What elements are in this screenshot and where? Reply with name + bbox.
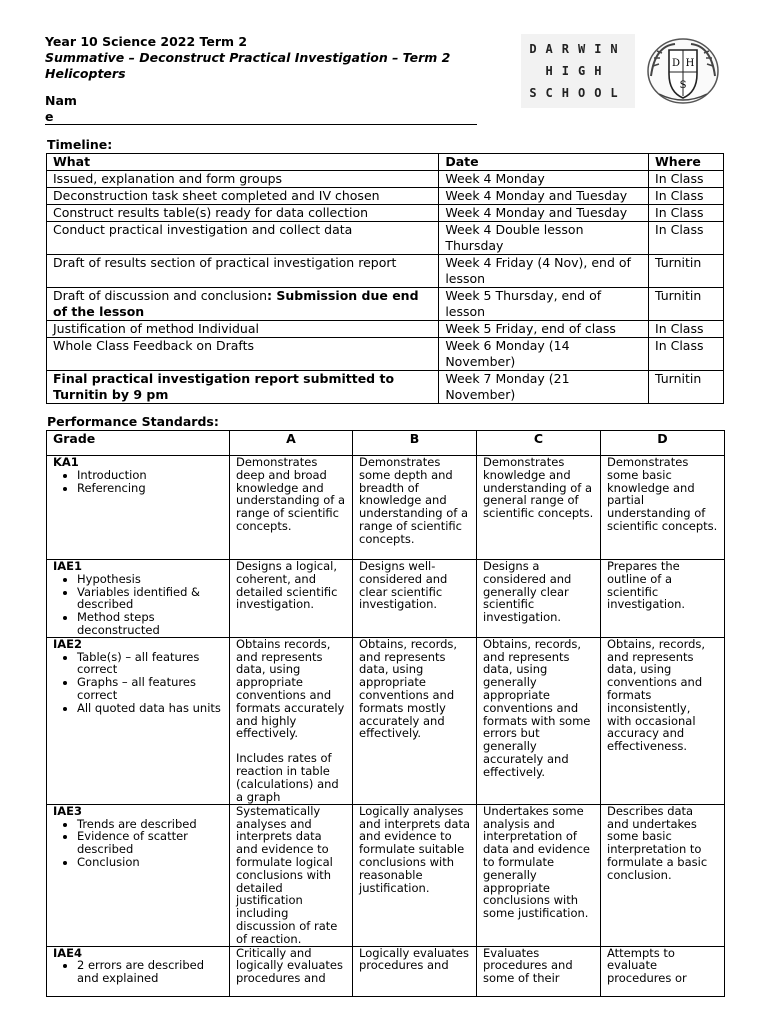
list-item: • Variables identified & described	[77, 586, 223, 612]
what-cell: Construct results table(s) ready for data collection	[47, 205, 439, 222]
date-cell: Week 4 Double lesson Thursday	[439, 222, 649, 255]
where-cell: In Class	[649, 338, 724, 371]
logo-row-1: DARWIN	[529, 42, 627, 56]
list-item: • All quoted data has units	[77, 702, 223, 715]
performance-title: Performance Standards:	[47, 414, 219, 429]
list-item: • Trends are described	[77, 818, 223, 831]
list-item: • Method steps deconstructed	[77, 611, 223, 637]
task-subtitle: Helicopters	[45, 66, 126, 81]
where-cell: Turnitin	[649, 371, 724, 404]
what-cell: Draft of discussion and conclusion: Submission due end of the lesson	[47, 288, 439, 321]
performance-standards-table	[46, 430, 725, 997]
grade-b-cell: Designs well-considered and clear scientific investigation.	[353, 560, 477, 638]
table-row	[47, 188, 724, 205]
table-row	[47, 560, 725, 638]
what-cell: Conduct practical investigation and collect data	[47, 222, 439, 255]
what-cell: Final practical investigation report submitted to Turnitin by 9 pm	[47, 371, 439, 404]
criterion-cell	[47, 560, 230, 638]
what-cell: Deconstruction task sheet completed and IV chosen	[47, 188, 439, 205]
school-logo	[521, 34, 723, 108]
grade-c-cell: Obtains, records, and represents data, using generally appropriate conventions and formats with some errors but generally accurately and effectively.	[477, 637, 601, 804]
grade-d-cell: Obtains, records, and represents data, using conventions and formats inconsistently, with occasional accuracy and effectiveness.	[601, 637, 725, 804]
list-item: • Referencing	[77, 482, 223, 495]
header-b: B	[353, 431, 477, 456]
performance-header-row	[47, 431, 725, 456]
logo-row-2: HIGH	[545, 64, 611, 78]
where-cell: Turnitin	[649, 288, 724, 321]
list-item: • Table(s) – all features correct	[77, 651, 223, 677]
what-cell: Issued, explanation and form groups	[47, 171, 439, 188]
criterion-list	[53, 818, 223, 869]
list-item: • Introduction	[77, 469, 223, 482]
table-row	[47, 222, 724, 255]
criterion-cell	[47, 946, 230, 996]
name-label: Name	[45, 93, 77, 124]
table-row	[47, 288, 724, 321]
where-cell: In Class	[649, 188, 724, 205]
grade-c-cell: Undertakes some analysis and interpretation of data and evidence to formulate generally appropriate conclusions with some justification.	[477, 804, 601, 946]
grade-c-cell: Demonstrates knowledge and understanding of a general range of scientific concepts.	[477, 456, 601, 560]
task-title: Summative – Deconstruct Practical Investigation – Term 2	[45, 50, 451, 65]
criterion-cell	[47, 804, 230, 946]
grade-a-text: Obtains records, and represents data, using appropriate conventions and formats accurately and highly effectively.	[236, 636, 345, 741]
date-cell: Week 4 Friday (4 Nov), end of lesson	[439, 255, 649, 288]
header-c: C	[477, 431, 601, 456]
grade-a-cell	[230, 637, 353, 804]
grade-a-extra: Includes rates of reaction in table (calculations) and a graph	[236, 751, 339, 804]
date-cell: Week 4 Monday and Tuesday	[439, 188, 649, 205]
criterion-code: IAE4	[53, 945, 83, 960]
course-title: Year 10 Science 2022 Term 2	[45, 34, 248, 49]
grade-c-cell: Designs a considered and generally clear scientific investigation.	[477, 560, 601, 638]
name-field	[45, 93, 85, 125]
table-row	[47, 321, 724, 338]
criterion-list	[53, 651, 223, 715]
timeline-title: Timeline:	[47, 137, 113, 152]
date-cell: Week 6 Monday (14 November)	[439, 338, 649, 371]
where-cell: In Class	[649, 171, 724, 188]
header-a: A	[230, 431, 353, 456]
date-cell: Week 5 Friday, end of class	[439, 321, 649, 338]
table-row	[47, 804, 725, 946]
where-cell: In Class	[649, 222, 724, 255]
date-cell: Week 4 Monday	[439, 171, 649, 188]
criterion-code: IAE2	[53, 636, 83, 651]
where-cell: In Class	[649, 321, 724, 338]
table-row	[47, 456, 725, 560]
criterion-list	[53, 959, 223, 985]
header-what: What	[47, 154, 439, 171]
criterion-list	[53, 469, 223, 495]
grade-b-cell: Obtains, records, and represents data, using appropriate conventions and formats mostly accurately and effectively.	[353, 637, 477, 804]
list-item: • Conclusion	[77, 856, 223, 869]
criterion-cell	[47, 456, 230, 560]
grade-a-cell: Critically and logically evaluates procedures and	[230, 946, 353, 996]
table-row	[47, 171, 724, 188]
list-item: • 2 errors are described and explained	[77, 959, 223, 985]
table-row	[47, 637, 725, 804]
criterion-code: IAE1	[53, 559, 83, 573]
name-input-line[interactable]	[45, 124, 477, 125]
grade-c-cell: Evaluates procedures and some of their	[477, 946, 601, 996]
header-grade: Grade	[47, 431, 230, 456]
table-row	[47, 338, 724, 371]
table-row	[47, 205, 724, 222]
crest-letter-d: D	[671, 58, 681, 69]
list-item: • Graphs – all features correct	[77, 676, 223, 702]
header-where: Where	[649, 154, 724, 171]
list-item: • Evidence of scatter described	[77, 830, 223, 856]
criterion-code: IAE3	[53, 803, 83, 818]
crest-letter-s: S	[679, 80, 687, 91]
school-crest-icon	[645, 36, 721, 106]
table-row	[47, 371, 724, 404]
date-cell: Week 4 Monday and Tuesday	[439, 205, 649, 222]
grade-d-cell: Describes data and undertakes some basic interpretation to formulate a basic conclusion.	[601, 804, 725, 946]
document-header	[45, 34, 485, 82]
grade-b-cell: Demonstrates some depth and breadth of knowledge and understanding of a range of scientific concepts.	[353, 456, 477, 560]
grade-d-cell: Prepares the outline of a scientific investigation.	[601, 560, 725, 638]
grade-d-cell: Attempts to evaluate procedures or	[601, 946, 725, 996]
grade-a-cell: Systematically analyses and interprets data and evidence to formulate logical conclusions with detailed justification including discussion of rate of reaction.	[230, 804, 353, 946]
grade-b-cell: Logically evaluates procedures and	[353, 946, 477, 996]
date-cell: Week 7 Monday (21 November)	[439, 371, 649, 404]
criterion-list	[53, 573, 223, 637]
date-cell: Week 5 Thursday, end of lesson	[439, 288, 649, 321]
header-date: Date	[439, 154, 649, 171]
where-cell: In Class	[649, 205, 724, 222]
grade-b-cell: Logically analyses and interprets data and evidence to formulate suitable conclusions with reasonable justification.	[353, 804, 477, 946]
list-item: • Hypothesis	[77, 573, 223, 586]
table-row	[47, 946, 725, 996]
logo-row-3: SCHOOL	[529, 86, 627, 100]
timeline-header-row	[47, 154, 724, 171]
timeline-table	[46, 153, 724, 404]
header-d: D	[601, 431, 725, 456]
where-cell: Turnitin	[649, 255, 724, 288]
crest-letter-h: H	[685, 58, 695, 69]
school-wordmark	[521, 34, 635, 108]
grade-a-cell: Designs a logical, coherent, and detailed scientific investigation.	[230, 560, 353, 638]
criterion-cell	[47, 637, 230, 804]
grade-d-cell: Demonstrates some basic knowledge and partial understanding of scientific concepts.	[601, 456, 725, 560]
what-cell: Justification of method Individual	[47, 321, 439, 338]
criterion-code: KA1	[53, 455, 79, 469]
table-row	[47, 255, 724, 288]
what-cell: Whole Class Feedback on Drafts	[47, 338, 439, 371]
what-cell: Draft of results section of practical investigation report	[47, 255, 439, 288]
grade-a-cell: Demonstrates deep and broad knowledge and understanding of a range of scientific concepts.	[230, 456, 353, 560]
